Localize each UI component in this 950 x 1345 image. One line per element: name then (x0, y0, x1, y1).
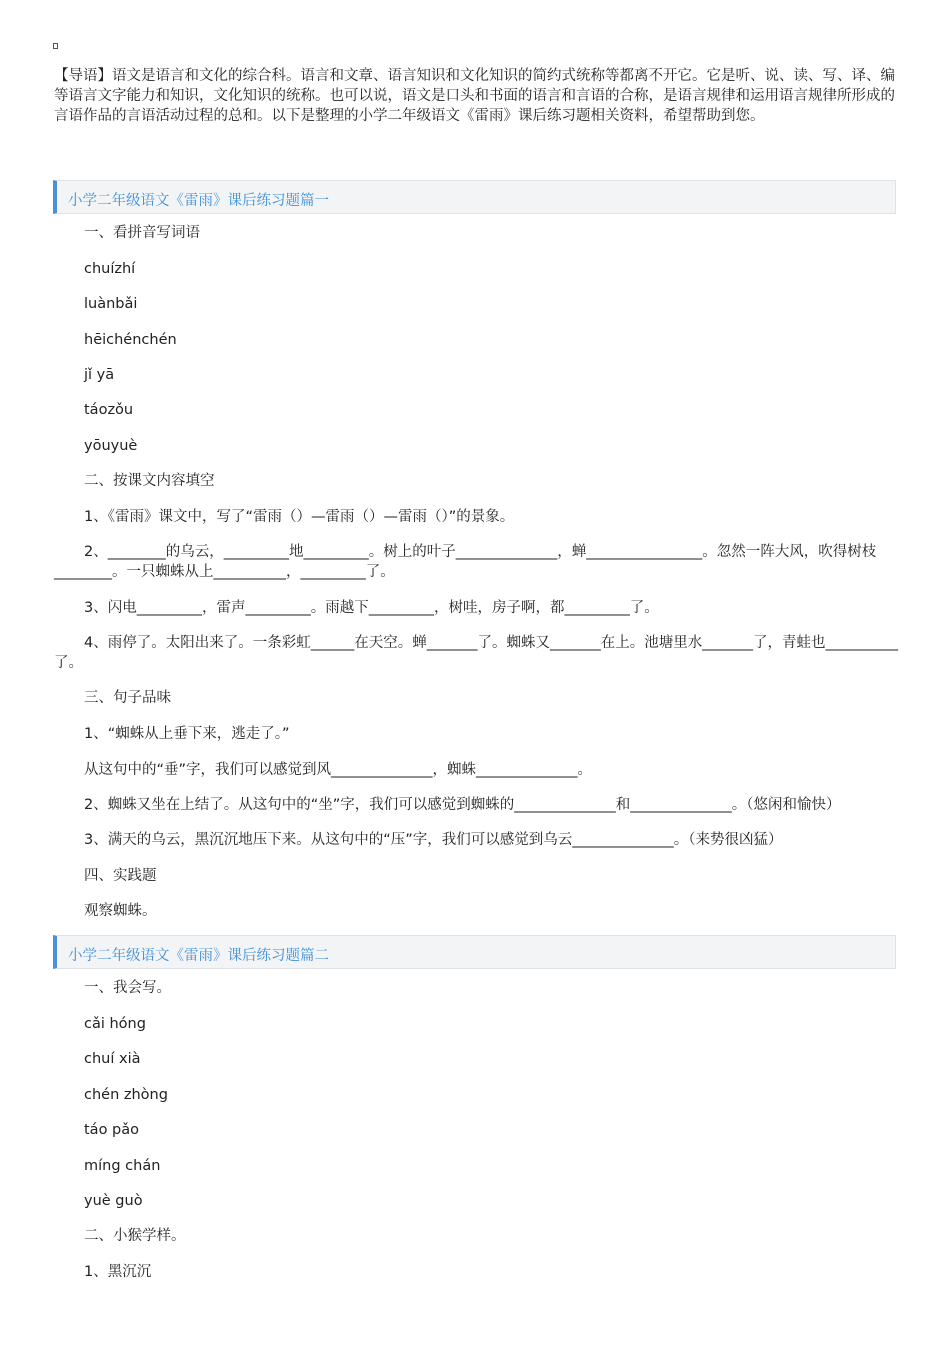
bullet-mark (53, 43, 58, 49)
heading-imitate: 二、小猴学样。 (84, 1228, 186, 1244)
intro-paragraph: 【导语】语文是语言和文化的综合科。语言和文章、语言知识和文化知识的简约式统称等都离不开它。它是听、说、读、写、译、编等语言文字能力和知识，文化知识的统称。也可以说，语文是口头和书面的语言和言语的合称，是语言规律和运用语言规律所形成的言语作品的言语活动过程的总和。以下是整理的小学二年级语文《雷雨》课后练习题相关资料，希望帮助到您。 (54, 68, 895, 124)
pinyin-item: cǎi hóng (84, 1016, 146, 1032)
pinyin-item: chén zhòng (84, 1087, 168, 1103)
pinyin-item: yuè guò (84, 1193, 143, 1209)
pinyin-item: luànbǎi (84, 296, 138, 312)
fill-item-2: 2、________的乌云，_________地_________。树上的叶子______________，蝉________________。忽然一阵大风，吹得树枝________。一只蜘蛛从上__________，_________了。 (54, 544, 877, 580)
pinyin-item: hēichénchén (84, 332, 177, 348)
pinyin-item: táozǒu (84, 402, 134, 418)
sentence-item-2: 2、蜘蛛又坐在上结了。从这句中的“坐”字，我们可以感觉到蜘蛛的______________和______________。（悠闲和愉快） (84, 797, 841, 813)
pinyin-item: táo pǎo (84, 1122, 140, 1138)
practice-item: 观察蜘蛛。 (84, 903, 157, 919)
section-heading-2 (53, 935, 896, 969)
heading-fill-blanks: 二、按课文内容填空 (84, 473, 215, 489)
heading-pinyin-words: 一、看拼音写词语 (84, 225, 200, 241)
sentence-item-3: 3、满天的乌云，黑沉沉地压下来。从这句中的“压”字，我们可以感觉到乌云______________。（来势很凶猛） (84, 832, 783, 848)
section-title-2: 小学二年级语文《雷雨》课后练习题篇二 (68, 948, 329, 964)
pinyin-item: chuízhí (84, 261, 136, 277)
fill-item-1: 1、《雷雨》课文中，写了“雷雨（）—雷雨（）—雷雨（）”的景象。 (84, 509, 515, 525)
pinyin-item: jǐ yā (84, 367, 115, 383)
pinyin-item: chuí xià (84, 1051, 141, 1067)
pinyin-item: yōuyuè (84, 438, 138, 454)
section-title-1: 小学二年级语文《雷雨》课后练习题篇一 (68, 193, 329, 209)
heading-practice: 四、实践题 (84, 868, 157, 884)
heading-sentence-appreciation: 三、句子品味 (84, 690, 171, 706)
pinyin-item: míng chán (84, 1158, 161, 1174)
sentence-item-1-answer: 从这句中的“垂”字，我们可以感觉到风______________，蜘蛛______________。 (84, 762, 593, 778)
fill-item-4: 4、雨停了。太阳出来了。一条彩虹______在天空。蝉_______了。蜘蛛又_______在上。池塘里水_______了，青蛙也__________了。 (54, 635, 898, 671)
heading-i-can-write: 一、我会写。 (84, 980, 171, 996)
imitate-item-1: 1、黑沉沉 (84, 1264, 152, 1280)
fill-item-3: 3、闪电_________，雷声_________。雨越下_________，树哇，房子啊，都_________了。 (84, 600, 659, 616)
sentence-item-1: 1、“蜘蛛从上垂下来，逃走了。” (84, 726, 290, 742)
section-heading-1 (53, 180, 896, 214)
